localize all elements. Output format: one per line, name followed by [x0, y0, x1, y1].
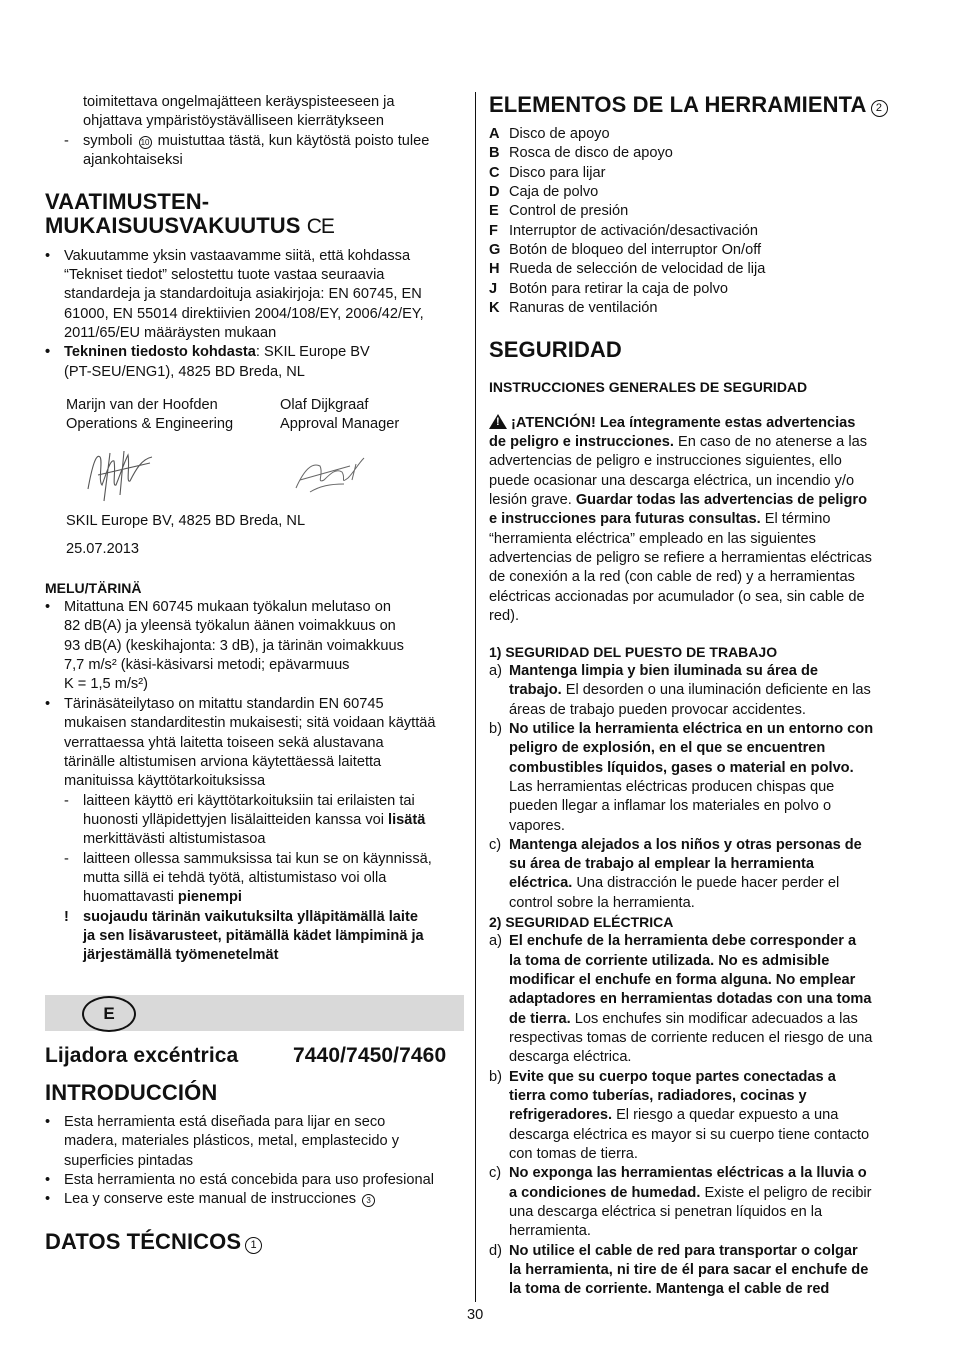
s2c-line: herramienta. — [509, 1223, 591, 1239]
excl-line: järjestämällä työmenetelmät — [83, 947, 279, 963]
element-label: Ranuras de ventilación — [509, 300, 658, 316]
symbol-number-badge: 10 — [139, 136, 152, 149]
company-address: SKIL Europe BV, 4825 BD Breda, NL — [66, 513, 306, 529]
element-label: Caja de polvo — [509, 184, 599, 200]
symbol-line: symboli 10 muistuttaa tästä, kun käytöstä poisto tulee — [83, 133, 430, 149]
signer-1-title: Operations & Engineering — [66, 416, 234, 432]
s1b-line: peligro de explosión, en el que se encuentren — [509, 740, 826, 756]
s2a-line: la toma de corriente utilizada. No es admisible — [509, 953, 830, 969]
item-label: d) — [489, 1243, 502, 1259]
noise-b1-line: Mitattuna EN 60745 mukaan työkalun melutaso on — [64, 599, 391, 615]
s1b-line: pueden llegar a inflamar los materiales en polvo o — [509, 798, 832, 814]
warning-line: puede ocasionar una descarga eléctrica, un incendio y/o — [489, 473, 855, 489]
bullet-marker: • — [45, 344, 51, 360]
item-label: c) — [489, 837, 502, 853]
s2b-line: descarga eléctrica es mayor si su cuerpo tiene contacto — [509, 1127, 870, 1143]
s1b-line: No utilice la herramienta eléctrica en un entorno con — [509, 721, 874, 737]
intro-heading: INTRODUCCIÓN — [45, 1080, 218, 1105]
signer-1-name: Marijn van der Hoofden — [66, 397, 218, 413]
electrical-safety-heading: 2) SEGURIDAD ELÉCTRICA — [489, 914, 674, 930]
intro-line-2: ohjattava ympäristöystävälliseen kierrätykseen — [83, 113, 384, 129]
s1a-line: Mantenga limpia y bien iluminada su área de — [509, 663, 818, 679]
tech-heading: DATOS TÉCNICOS 1 — [45, 1230, 262, 1254]
warning-line: “herramienta eléctrica” empleado en las siguientes — [489, 531, 816, 547]
element-label: Disco para lijar — [509, 165, 606, 181]
item-label: a) — [489, 933, 502, 949]
element-label: Interruptor de activación/desactivación — [509, 223, 759, 239]
declaration-heading-2: MUKAISUUSVAKUUTUS CE — [45, 213, 334, 238]
warning-line: red). — [489, 608, 520, 624]
noise-b2-line: Tärinäsäteilytaso on mitattu standardin EN 60745 — [64, 696, 384, 712]
warning-line: advertencias de peligro e instrucciones siguientes, ello — [489, 453, 842, 469]
workplace-safety-heading: 1) SEGURIDAD DEL PUESTO DE TRABAJO — [489, 644, 778, 660]
exclamation-marker: ! — [64, 909, 69, 925]
declaration-heading-1: VAATIMUSTEN- — [45, 189, 210, 214]
signer-2-title: Approval Manager — [280, 416, 400, 432]
intro-b1-line: Esta herramienta está diseñada para lijar en seco — [64, 1114, 386, 1130]
signature-2-image — [290, 450, 370, 498]
language-badge: E — [82, 996, 136, 1032]
noise-b1-line: 82 dB(A) ja yleensä työkalun äänen voimakkuus on — [64, 618, 396, 634]
intro-line-1: toimitettava ongelmajätteen keräyspisteeseen ja — [83, 94, 395, 110]
column-divider — [475, 92, 476, 1302]
s1c-line: Mantenga alejados a los niños y otras personas de — [509, 837, 862, 853]
signer-2-name: Olaf Dijkgraaf — [280, 397, 369, 413]
dash-marker: - — [64, 851, 69, 867]
decl-b1-line: 61000, EN 55014 direktiivien 2004/108/EY, 2006/42/EY, — [64, 306, 424, 322]
element-letter: D — [489, 184, 500, 200]
intro-b1-line: madera, materiales plásticos, metal, emplastecido y — [64, 1133, 399, 1149]
s2c-line: una descarga eléctrica si penetran líquidos en la — [509, 1204, 823, 1220]
dash2-line: laitteen ollessa sammuksissa tai kun se on käynnissä, — [83, 851, 432, 867]
safety-heading: SEGURIDAD — [489, 337, 622, 362]
decl-b2-line-2: (PT-SEU/ENG1), 4825 BD Breda, NL — [64, 364, 305, 380]
dash2-line: mutta sillä ei tehdä työtä, altistumistaso voi olla — [83, 870, 387, 886]
declaration-date: 25.07.2013 — [66, 541, 140, 557]
item-label: b) — [489, 721, 502, 737]
noise-b1-line: 7,7 m/s² (käsi-käsivarsi metodi; epävarmuus — [64, 657, 350, 673]
warning-line: de conexión a la red (con cable de red) y a herramientas — [489, 569, 855, 585]
signature-1-image — [80, 445, 160, 503]
ce-mark-icon: CE — [306, 215, 334, 238]
noise-b2-line: manituissa käyttötarkoituksissa — [64, 773, 266, 789]
s1b-line: vapores. — [509, 818, 565, 834]
symbol-line-end: ajankohtaiseksi — [83, 152, 183, 168]
item-label: b) — [489, 1069, 502, 1085]
elements-heading: ELEMENTOS DE LA HERRAMIENTA 2 — [489, 93, 888, 117]
dash-marker: - — [64, 133, 69, 149]
element-letter: E — [489, 203, 499, 219]
warning-line: lesión grave. Guardar todas las advertencias de peligro — [489, 492, 867, 508]
s2b-line: Evite que su cuerpo toque partes conectadas a — [509, 1069, 836, 1085]
page-number: 30 — [467, 1307, 484, 1323]
dash2-line: huomattavasti pienempi — [83, 889, 242, 905]
product-name: Lijadora excéntrica — [45, 1044, 239, 1067]
decl-b1-line: Vakuutamme yksin vastaavamme siitä, että kohdassa — [64, 248, 411, 264]
s1a-line: trabajo. El desorden o una iluminación deficiente en las — [509, 682, 871, 698]
element-letter: A — [489, 126, 500, 142]
dash1-line: laitteen käyttö eri käyttötarkoituksiin tai erilaisten tai — [83, 793, 415, 809]
general-safety-heading: INSTRUCCIONES GENERALES DE SEGURIDAD — [489, 379, 808, 395]
element-letter: K — [489, 300, 500, 316]
s1b-line: Las herramientas eléctricas producen chispas que — [509, 779, 835, 795]
element-letter: F — [489, 223, 498, 239]
bullet-marker: • — [45, 1172, 51, 1188]
s1c-line: control sobre la herramienta. — [509, 895, 695, 911]
intro-b3-line: Lea y conserve este manual de instrucciones 3 — [64, 1190, 377, 1209]
dash1-line: merkittävästi altistumistasoa — [83, 831, 266, 847]
s2a-line: descarga eléctrica. — [509, 1049, 632, 1065]
warning-line: eléctricas accionadas por acumulador (o sea, sin cable de — [489, 589, 865, 605]
intro-b1-line: superficies pintadas — [64, 1153, 193, 1169]
s2a-line: respectivas tomas de corriente reducen el riesgo de una — [509, 1030, 873, 1046]
decl-b2-line: Tekninen tiedosto kohdasta: SKIL Europe BV — [64, 344, 370, 360]
s2d-line: No utilice el cable de red para transportar o colgar — [509, 1243, 858, 1259]
s2d-line: la herramienta, ni tire de él para sacar el enchufe de — [509, 1262, 869, 1278]
element-label: Rosca de disco de apoyo — [509, 145, 673, 161]
element-label: Botón para retirar la caja de polvo — [509, 281, 729, 297]
warning-line: de peligro e instrucciones. En caso de no atenerse a las — [489, 434, 867, 450]
s2b-line: refrigeradores. El riesgo a quedar expuesto a una — [509, 1107, 839, 1123]
element-letter: H — [489, 261, 500, 277]
element-label: Disco de apoyo — [509, 126, 610, 142]
noise-b1-line: 93 dB(A) (keskihajonta: 3 dB), ja tärinän voimakkuus — [64, 638, 404, 654]
noise-b1-line: K = 1,5 m/s²) — [64, 676, 148, 692]
elements-number-badge: 2 — [871, 100, 888, 117]
s1a-line: áreas de trabajo pueden provocar accidentes. — [509, 702, 806, 718]
s2c-line: No exponga las herramientas eléctricas a la lluvia o — [509, 1165, 867, 1181]
bullet-marker: • — [45, 248, 51, 264]
warning-triangle-icon — [489, 414, 507, 429]
warning-line: advertencias de peligro se refiere a herramientas eléctricas — [489, 550, 872, 566]
item-label: c) — [489, 1165, 502, 1181]
bullet-marker: • — [45, 1191, 51, 1207]
element-letter: J — [489, 281, 498, 297]
s1c-line: su área de trabajo al emplear la herramienta — [509, 856, 814, 872]
excl-line: suojaudu tärinän vaikutuksilta ylläpitämällä laite — [83, 909, 418, 925]
s1b-line: combustibles líquidos, gases o material en polvo. — [509, 760, 854, 776]
product-models: 7440/7450/7460 — [293, 1044, 447, 1067]
noise-b2-line: verrattaessa yhtä laitetta toiseen sekä alustavana — [64, 735, 384, 751]
element-letter: C — [489, 165, 500, 181]
decl-b1-line: 2011/65/EU määräysten mukaan — [64, 325, 277, 341]
decl-b1-line: standardeja ja standardoituja asiakirjoja: EN 60745, EN — [64, 286, 422, 302]
item-label: a) — [489, 663, 502, 679]
s2a-line: modificar el enchufe en forma alguna. No emplear — [509, 972, 856, 988]
dash-marker: - — [64, 793, 69, 809]
element-label: Botón de bloqueo del interruptor On/off — [509, 242, 762, 258]
bullet-marker: • — [45, 1114, 51, 1130]
s2a-line: adaptadores en herramientas dotadas con una toma — [509, 991, 872, 1007]
intro-b2-line: Esta herramienta no está concebida para uso profesional — [64, 1172, 434, 1188]
noise-b2-line: mukaisen standarditestin mukaisesti; sitä voidaan käyttää — [64, 715, 436, 731]
s2b-line: tierra como tuberías, radiadores, cocinas y — [509, 1088, 807, 1104]
manual-number-badge: 3 — [362, 1194, 375, 1207]
warning-line: e instrucciones para futuras consultas. El término — [489, 511, 831, 527]
element-label: Rueda de selección de velocidad de lija — [509, 261, 766, 277]
s2a-line: El enchufe de la herramienta debe corresponder a — [509, 933, 857, 949]
s2d-line: la toma de corriente. Mantenga el cable de red — [509, 1281, 830, 1297]
tech-number-badge: 1 — [245, 1237, 262, 1254]
excl-line: ja sen lisävarusteet, pitämällä kädet lämpiminä ja — [83, 928, 424, 944]
s1c-line: eléctrica. Una distracción le puede hacer perder el — [509, 875, 840, 891]
dash1-line: huonosti ylläpidettyjen lisälaitteiden kanssa voi lisätä — [83, 812, 426, 828]
element-letter: B — [489, 145, 500, 161]
element-label: Control de presión — [509, 203, 629, 219]
warning-line: !¡ATENCIÓN! Lea íntegramente estas advertencias — [489, 414, 855, 433]
bullet-marker: • — [45, 696, 51, 712]
s2c-line: a condiciones de humedad. Existe el peligro de recibir — [509, 1185, 872, 1201]
s2b-line: con tomas de tierra. — [509, 1146, 638, 1162]
s2a-line: de tierra. Los enchufes sin modificar adecuados a las — [509, 1011, 858, 1027]
decl-b1-line: “Tekniset tiedot” selostettu tuote vastaa seuraavia — [64, 267, 385, 283]
noise-heading: MELU/TÄRINÄ — [45, 580, 142, 596]
element-letter: G — [489, 242, 501, 258]
bullet-marker: • — [45, 599, 51, 615]
noise-b2-line: tärinälle altistumisen arviona käytettäessä laitetta — [64, 754, 382, 770]
